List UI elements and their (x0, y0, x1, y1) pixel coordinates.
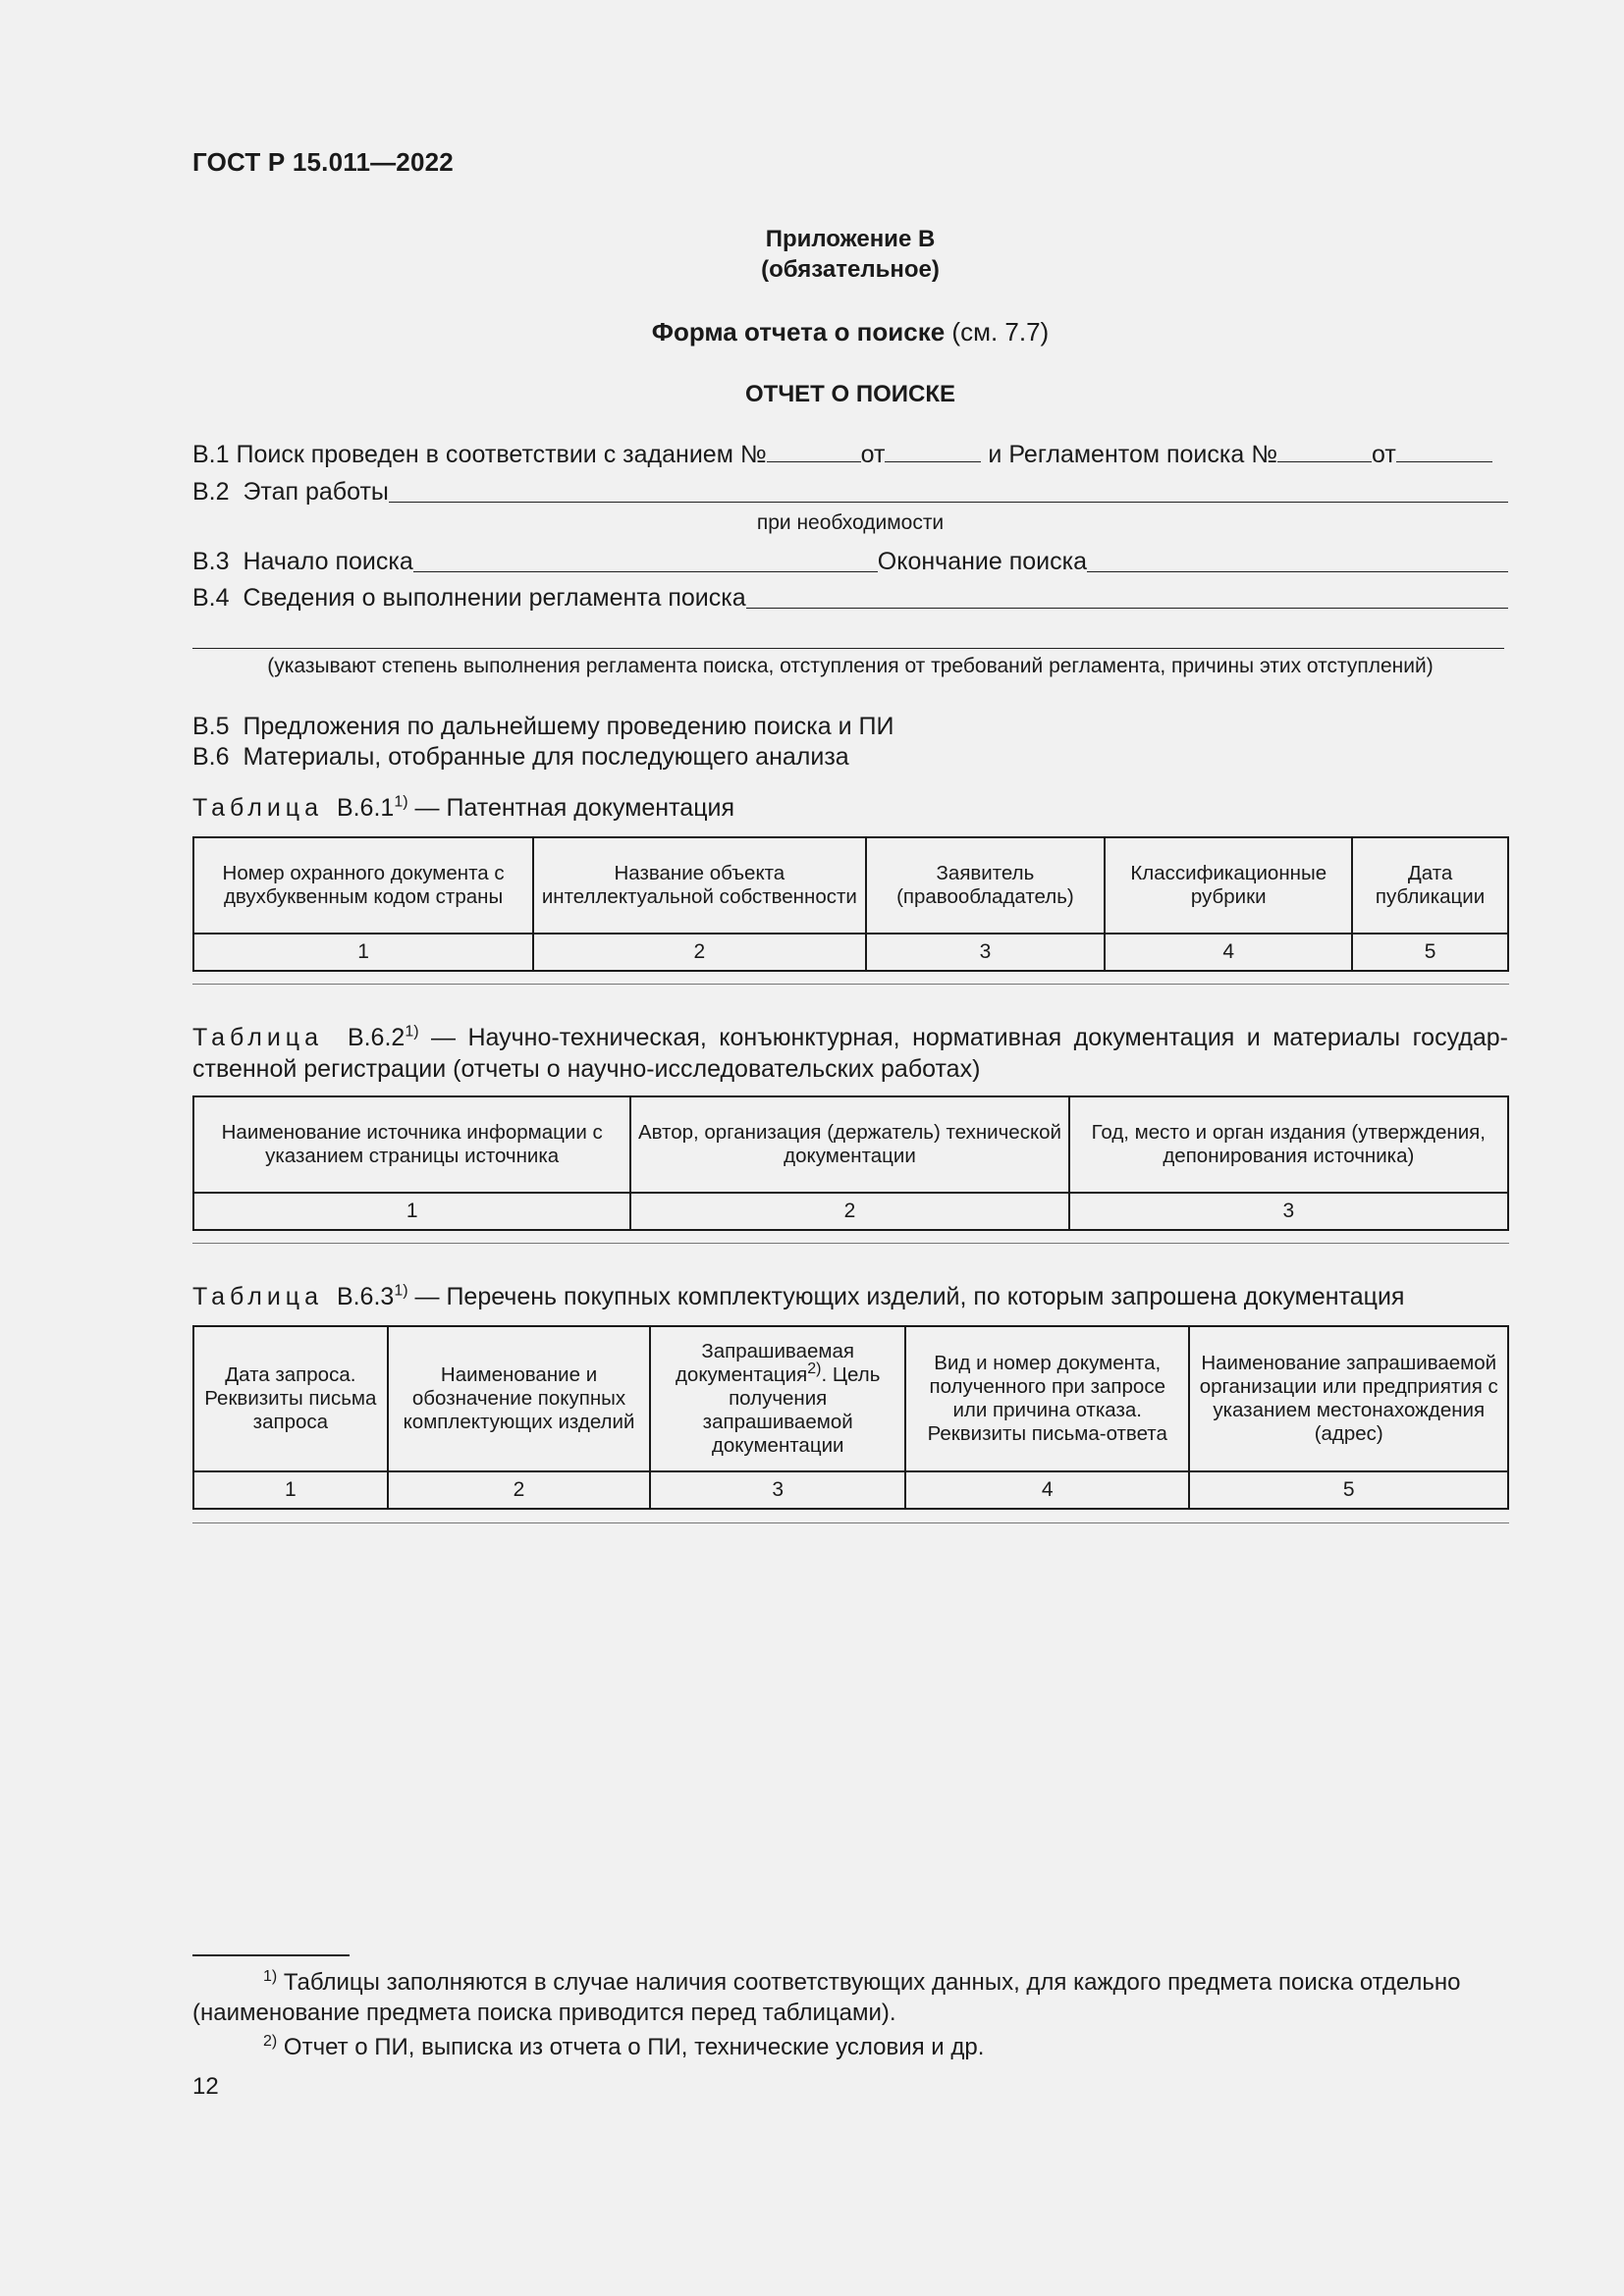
form-title (192, 317, 1508, 347)
table2-number-cell: 1 (193, 1193, 630, 1230)
field-b3-num: В.3 (192, 548, 230, 575)
table2-header-cell: Автор, организация (держатель) технической документации (630, 1096, 1068, 1193)
table3-bottom-rule (192, 1522, 1509, 1523)
appendix-status: (обязательное) (761, 256, 940, 283)
field-b3 (192, 543, 1508, 576)
table1-header-cell: Дата публикации (1352, 837, 1508, 934)
field-b1 (192, 440, 1508, 469)
page-number: 12 (192, 2073, 219, 2100)
table3-header-cell: Дата запроса. Реквизиты письма запроса (193, 1326, 388, 1471)
table3-number-cell: 5 (1189, 1471, 1508, 1509)
field-b6 (192, 743, 1508, 772)
field-b3-start-label: Начало поиска (243, 548, 413, 575)
field-b5 (192, 713, 1508, 741)
table3-caption-sup: 1) (394, 1282, 408, 1300)
field-b1-ot2: от (1372, 441, 1396, 468)
table3-header3-main: Запрашиваемая документация (675, 1340, 854, 1386)
stage-blank[interactable] (389, 501, 1508, 503)
table-scientific-documentation (192, 1095, 1509, 1231)
field-b2 (192, 473, 1508, 507)
table1-caption-sup: 1) (394, 793, 408, 811)
appendix-title: Приложение В (765, 226, 936, 252)
table3-caption (192, 1283, 1508, 1311)
footnote-1 (192, 1967, 1508, 1998)
field-b2-note: при необходимости (756, 511, 945, 534)
table2-bottom-rule (192, 1243, 1509, 1244)
regulation-date-blank[interactable] (1396, 440, 1492, 462)
regulation-info-blank-line2[interactable] (192, 648, 1504, 649)
field-b2-num: В.2 (192, 478, 230, 506)
table1-header-cell: Номер охранного документа с двухбуквенным кодом страны (193, 837, 533, 934)
table3-header-cell: Наименование и обозначение покупных комплектующих изделий (388, 1326, 651, 1471)
table1-number-cell: 1 (193, 934, 533, 971)
field-b4 (192, 579, 1508, 613)
table3-header3-rest: . Цель получения запрашиваемой документации (702, 1363, 881, 1457)
field-b1-text1: Поиск проведен в соответствии с заданием № (236, 441, 767, 468)
report-title: ОТЧЕТ О ПОИСКЕ (744, 381, 956, 407)
regulation-number-blank[interactable] (1277, 440, 1372, 462)
table2-number-cell: 2 (630, 1193, 1068, 1230)
table1-caption-title: — Патентная документация (414, 794, 735, 822)
table1-header-cell: Классификационные рубрики (1105, 837, 1352, 934)
document-code: ГОСТ Р 15.011—2022 (192, 147, 454, 177)
table1-caption-id: В.6.1 (336, 794, 395, 822)
table3-number-cell: 3 (650, 1471, 905, 1509)
search-end-blank[interactable] (1087, 570, 1508, 572)
form-title-ref: (см. 7.7) (951, 317, 1050, 347)
table2-caption-id: В.6.2 (347, 1024, 406, 1051)
table1-number-cell: 3 (866, 934, 1106, 971)
footnote-2-mark: 2) (263, 2033, 278, 2050)
search-start-blank[interactable] (413, 570, 878, 572)
field-b5-num: В.5 (192, 713, 230, 740)
table1-header-cell: Название объекта интеллектуальной собственности (533, 837, 865, 934)
table3-header-cell: Наименование запрашиваемой организации или предприятия с указанием местонахождения (адрес) (1189, 1326, 1508, 1471)
table-patent-documentation (192, 836, 1509, 972)
table1-caption (192, 794, 1508, 823)
field-b2-label: Этап работы (243, 478, 389, 506)
table-purchased-components (192, 1325, 1509, 1510)
field-b5-label: Предложения по дальнейшему проведению поиска и ПИ (243, 713, 894, 740)
footnote-2 (192, 2032, 1508, 2062)
table2-caption-line2: ственной регистрации (отчеты о научно-исследовательских работах) (192, 1055, 981, 1083)
field-b6-label: Материалы, отобранные для последующего анализа (243, 743, 849, 771)
table3-number-cell: 2 (388, 1471, 651, 1509)
table3-caption-title: — Перечень покупных комплектующих изделий, по которым запрошена документация (414, 1283, 1405, 1310)
table1-bottom-rule (192, 984, 1509, 985)
field-b4-note: (указывают степень выполнения регламента поиска, отступления от требований регламента, причины этих отступлений) (267, 655, 1434, 677)
footnote-1-mark: 1) (263, 1968, 278, 1985)
table2-number-cell: 3 (1069, 1193, 1508, 1230)
footnote-2-line1: Отчет о ПИ, выписка из отчета о ПИ, технические условия и др. (283, 2034, 985, 2060)
table1-number-cell: 4 (1105, 934, 1352, 971)
footnote-1-cont: (наименование предмета поиска приводится перед таблицами). (192, 2000, 896, 2026)
table3-header3-sup: 2) (807, 1361, 822, 1378)
table3-caption-id: В.6.3 (336, 1283, 395, 1310)
field-b6-num: В.6 (192, 743, 230, 771)
footnote-separator (192, 1954, 350, 1956)
table2-header-cell: Наименование источника информации с указанием страницы источника (193, 1096, 630, 1193)
table3-header-cell: Вид и номер документа, полученного при запросе или причина отказа. Реквизиты письма-ответа (905, 1326, 1189, 1471)
table2-caption-word: Таблица (192, 1024, 324, 1051)
field-b1-ot1: от (860, 441, 886, 468)
field-b1-text2: и Регламентом поиска № (988, 441, 1278, 468)
table1-number-cell: 5 (1352, 934, 1508, 971)
table3-header-cell (650, 1326, 905, 1471)
task-date-blank[interactable] (885, 440, 981, 462)
task-number-blank[interactable] (767, 440, 861, 462)
footnote-1-line1: Таблицы заполняются в случае наличия соответствующих данных, для каждого предмета поиска отдельно (283, 1969, 1461, 1996)
table1-number-cell: 2 (533, 934, 865, 971)
field-b4-num: В.4 (192, 584, 230, 612)
field-b1-num: В.1 (192, 441, 230, 468)
table3-number-cell: 4 (905, 1471, 1189, 1509)
table2-header-cell: Год, место и орган издания (утверждения, депонирования источника) (1069, 1096, 1508, 1193)
field-b3-end-label: Окончание поиска (877, 548, 1088, 575)
table2-caption-sup: 1) (405, 1023, 419, 1041)
regulation-info-blank[interactable] (746, 607, 1508, 609)
form-title-bold: Форма отчета о поиске (651, 317, 946, 347)
table2-caption (192, 1024, 1508, 1052)
table3-caption-word: Таблица (192, 1283, 324, 1310)
table3-number-cell: 1 (193, 1471, 388, 1509)
table1-header-cell: Заявитель (правообладатель) (866, 837, 1106, 934)
field-b4-label: Сведения о выполнении регламента поиска (243, 584, 746, 612)
table2-caption-title-line1: — Научно-техническая, конъюнктурная, нормативная документация и материалы государ- (431, 1024, 1508, 1051)
table1-caption-word: Таблица (192, 794, 324, 822)
